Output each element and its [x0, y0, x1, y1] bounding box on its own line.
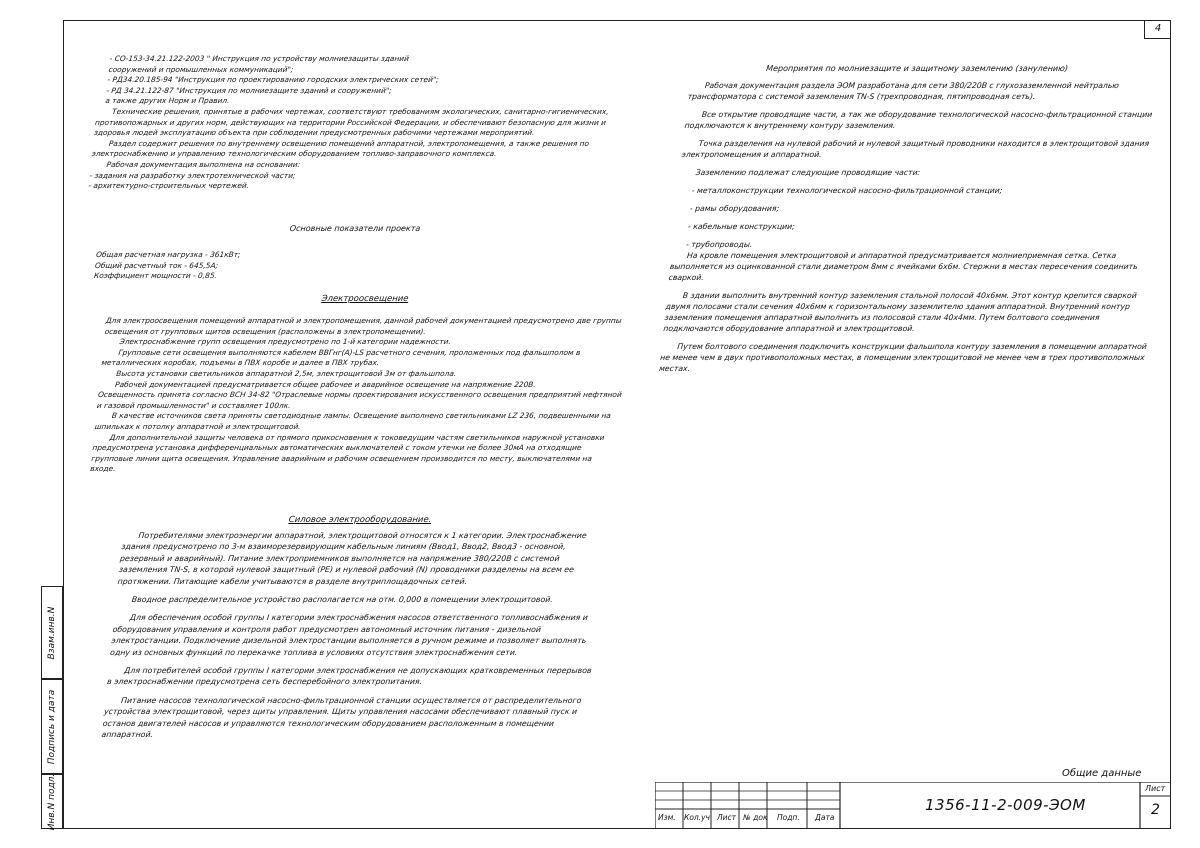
title-block: [655, 782, 1171, 829]
lighting-para: Для электроосвещения помещений аппаратной и электропомещения, данной рабочей документацией предусмотрено две группы освещения от групповых щитов освещения (расположены в электропомещении).: [104, 316, 623, 336]
power-para: Вводное распределительное устройство располагается на отм. 0,000 в помещении электрощитовой.: [131, 595, 554, 605]
list-label: Лист: [1145, 784, 1166, 793]
lighting-title: Электроосвещение: [321, 294, 410, 304]
intro-line: сооружений и промышленных коммуникаций";: [108, 64, 294, 74]
side-stamp-inv-label: Инв.N подл.: [47, 773, 57, 830]
right-para: Заземлению подлежат следующие проводящие части:: [695, 168, 921, 177]
side-stamp-podpis-label: Подпись и дата: [47, 689, 57, 764]
intro-line: а также других Норм и Правил.: [104, 96, 230, 106]
power-para: Для потребителей особой группы I категории электроснабжения не допускающих кратковременных перерывов в электроснабжении предусмотрена сеть бесперебойного электропитания.: [106, 666, 593, 687]
page-number-corner: 4: [1144, 20, 1171, 39]
lighting-para: Электроснабжение групп освещения предусмотрено по 1-й категории надежности.: [119, 337, 452, 347]
intro-line: - архитектурно-строительных чертежей.: [87, 181, 250, 191]
right-para: На кровле помещения электрощитовой и аппаратной предусматривается молниеприемная сетка. Сетка выполняется из оцинкованной стали диаметром 8мм с ячейками 6х6м. Стержни в местах пересечения соединить сваркой.: [668, 251, 1139, 282]
right-section: [659, 80, 1178, 374]
lighting-para: В качестве источников света приняты светодиодные лампы. Освещение выполнено светильниками LZ 236, подвешенными на шпильках к потолку аппаратной и электрощитовой.: [94, 411, 612, 431]
right-list-item: - кабельные конструкции;: [687, 222, 796, 231]
right-para: Точка разделения на нулевой рабочий и нулевой защитный проводники находится в электрощитовой здания электропомещения и аппаратной.: [681, 139, 1150, 159]
right-list-item: - металлоконструкции технологической насосно-фильтрационной станции;: [691, 186, 1003, 195]
intro-para: Раздел содержит решения по внутреннему освещению помещений аппаратной, электропомещения, а также решения по электроснабжению и управлению технологическим оборудованием топливо-заправочного комплекса.: [91, 138, 590, 159]
indicators-title: Основные показатели проекта: [289, 224, 421, 233]
right-para: Все открытие проводящие части, а так же оборудование технологической насосно-фильтрационной станции подключаются к внутреннему контуру заземления.: [684, 110, 1153, 130]
indicator-item: Общая расчетная нагрузка - 361кВт;: [95, 250, 242, 259]
lighting-para: Для дополнительной защиты человека от прямого прикосновения к токоведущим частям светильников наружной установки предусмотрена установка дифференциальных автоматических выключателей с током утечки не более 30мА на отходящие групповые линии щита освещения. Управление аварийным и рабочим освещением производится по месту, выключателями на входе.: [89, 432, 606, 474]
col-kol-uch: Кол.уч: [684, 813, 710, 822]
intro-para: Рабочая документация выполнена на основании:: [106, 159, 301, 169]
indicators-list: [93, 250, 396, 282]
power-title: Силовое электрооборудование.: [288, 515, 432, 525]
intro-para: Технические решения, принятые в рабочих чертежах, соответствуют требованиям экологических, санитарно-гигиенических, противопожарных и других норм, действующих на территории Российской Федерации, и обеспечивают безопасную для жизни и здоровья людей эксплуатацию объекта при соблюдении предусмотренных рабочими чертежами мероприятий.: [93, 106, 610, 138]
power-para: Питание насосов технологической насосно-фильтрационной станции осуществляется от распределительного устройства электрощитовой, через щиты управления. Щиты управления насосами обеспечивают плавный пуск и останов двигателей насосов и управляются технологическим оборудованием расположенным в помещении аппаратной.: [101, 695, 582, 740]
lighting-para: Высота установки светильников аппаратной 2,5м, электрощитовой 3м от фальшпола.: [115, 368, 457, 378]
side-stamp-inv: [41, 774, 63, 829]
col-doc-no: № док: [743, 813, 768, 822]
side-stamp-vzam: [41, 586, 63, 679]
list-number: 2: [1151, 802, 1160, 818]
lighting-para: Групповые сети освещения выполняются кабелем ВВГнг(А)-LS расчетного сечения, проложенных под фальшполом в металлических коробах, подъемы в ПВХ коробе и далее в ПВХ трубах.: [100, 347, 581, 368]
indicator-item: Общий расчетный ток - 645,5А;: [94, 260, 219, 270]
lighting-para: Освещенность принята согласно ВСН 34-82 "Отраслевые нормы проектирования искусственного освещения предприятий нефтяной и газовой промышленности" и составляет 100лк.: [96, 390, 623, 410]
side-stamp-vzam-label: Взам.инв.N: [47, 606, 57, 659]
right-para: В здании выполнить внутренний контур заземления стальной полосой 40х6мм. Этот контур крепится сваркой двумя полосами стали сечения 40х6мм к горизонтальному заземлителю здания аппаратной. Внутренний контур заземления помещения аппаратной выполнить из полосовой стали 40х4мм. Путем болтового соединения подключаются оборудование аппаратной и электрощитовой.: [662, 291, 1138, 333]
col-list: Лист: [717, 813, 737, 822]
side-stamp-podpis: [41, 679, 63, 774]
right-list-item: - трубопроводы.: [685, 240, 753, 249]
indicator-item: Коэффициент мощности - 0,85.: [93, 271, 218, 281]
power-para: Для обеспечения особой группы I категории электроснабжения насосов ответственного топливоснабжения и оборудования управления и контроля работ предусмотрен автономный источник питания - дизельной электростанции. Подключение дизельной электростанции выполняется в ручном режиме и позволяет выполнять одну из основных функций по перекачке топлива в условиях отсутствия электроснабжения сети.: [109, 613, 589, 657]
intro-line: - СО-153-34.21.122-2003 " Инструкция по устройству молниезащиты зданий: [109, 54, 410, 63]
right-para: Путем болтового соединения подключить конструкции фальшпола контуру заземления в помещении аппаратной не менее чем в двух противоположных местах, в помещении электрощитовой не менее чем в трех противоположных местах.: [658, 342, 1148, 373]
right-title: Мероприятия по молниезащите и защитному заземлению (занулению): [765, 64, 1069, 73]
document-code: 1356-11-2-009-ЭОМ: [925, 796, 1086, 814]
intro-line: - задания на разработку электротехнической части;: [89, 170, 297, 180]
col-podp: Подп.: [777, 813, 800, 822]
intro-line: - РД 34.21.122-87 "Инструкция по молниезащите зданий и сооружений";: [105, 85, 393, 95]
right-para: Рабочая документация раздела ЭОМ разработана для сети 380/220В с глухозаземленной нейтралью трансформатора с системой заземления TN-S (трехпроводная, пятипроводная сеть).: [687, 81, 1120, 101]
sheet-title: Общие данные: [1062, 768, 1142, 779]
intro-line: - РД34.20.185-94 "Инструкция по проектированию городских электрических сетей";: [107, 75, 440, 85]
left-intro: [88, 54, 622, 192]
lighting-para: Рабочей документацией предусматривается общее рабочее и аварийное освещение на напряжение 220В.: [114, 379, 537, 389]
power-para: Потребителями электроэнергии аппаратной, электрощитовой относятся к 1 категории. Электроснабжение здания предусмотрено по 3-м взаиморезервирующим кабельным линиям (Ввод1, Ввод2, Ввод3 - основной, резервный и аварийный). Питание электроприемников выполняется на напряжение 380/220В с системой заземления TN-S, в которой нулевой защитный (PE) и нулевой рабочий (N) проводники разделены на всем ее протяжении. Питающие кабели учитываются в разделе внутриплощадочных сетей.: [117, 531, 588, 586]
lighting-section: [90, 316, 635, 475]
right-list-item: - рамы оборудования;: [689, 204, 780, 213]
power-section: [101, 530, 613, 741]
col-data: Дата: [815, 813, 835, 822]
col-izm: Изм.: [658, 813, 676, 822]
